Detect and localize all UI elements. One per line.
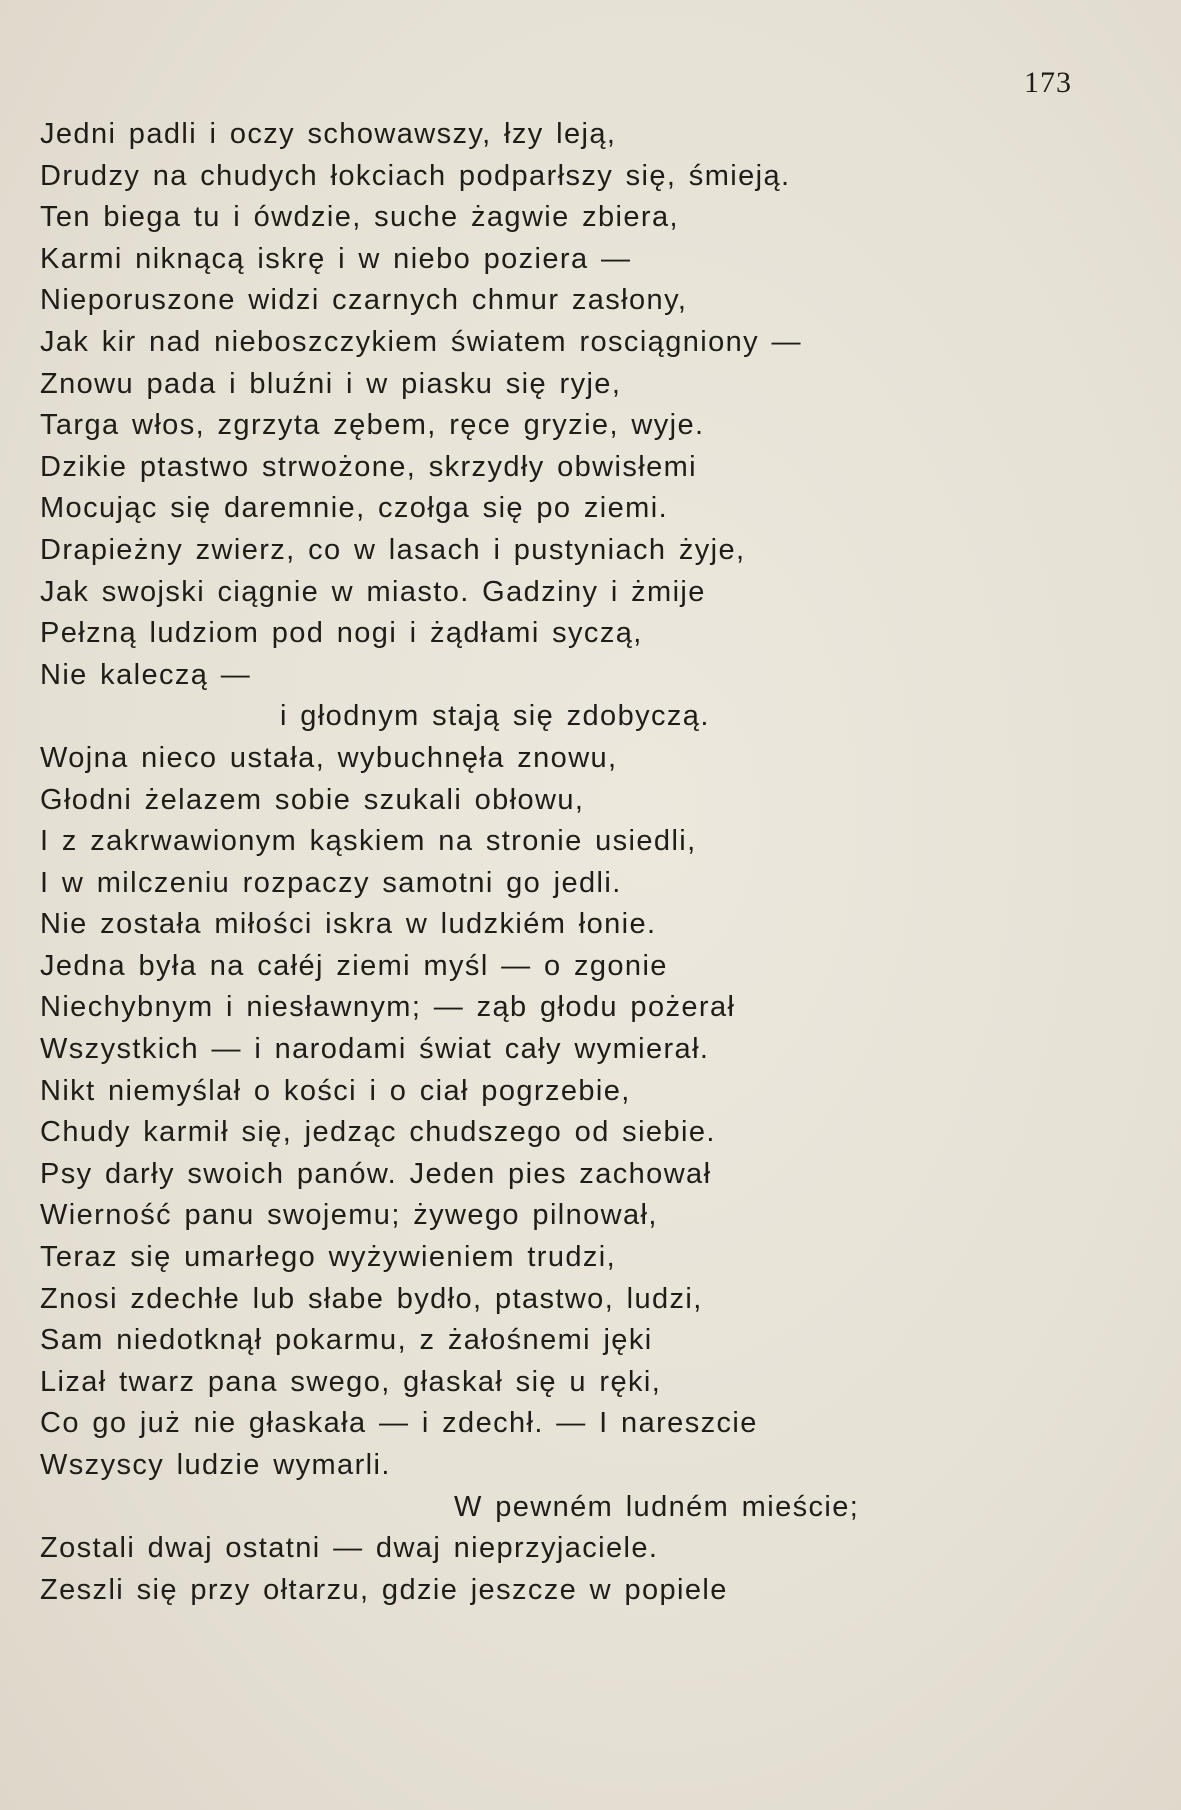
poem-line: Sam niedotknął pokarmu, z żałośnemi jęki	[40, 1324, 653, 1357]
poem-line: Teraz się umarłego wyżywieniem trudzi,	[40, 1241, 617, 1274]
poem-line: Chudy karmił się, jedząc chudszego od siebie.	[40, 1116, 716, 1149]
poem-line: I w milczeniu rozpaczy samotni go jedli.	[40, 866, 622, 899]
poem-line: Mocując się daremnie, czołga się po ziemi.	[40, 492, 669, 525]
poem-line: Jedna była na całéj ziemi myśl — o zgonie	[40, 949, 668, 982]
poem-line: Nieporuszone widzi czarnych chmur zasłony,	[40, 284, 688, 317]
poem-line: Nie została miłości iskra w ludzkiém łonie.	[40, 908, 657, 941]
poem-line: Lizał twarz pana swego, głaskał się u ręki,	[40, 1365, 662, 1398]
poem-line: Wierność panu swojemu; żywego pilnował,	[40, 1199, 658, 1232]
poem-line: Pełzną ludziom pod nogi i żądłami syczą,	[40, 617, 643, 650]
poem-line: Co go już nie głaskała — i zdechł. — I nareszcie	[40, 1407, 758, 1440]
poem-line: Znowu pada i bluźni i w piasku się ryje,	[40, 367, 622, 400]
poem-line: Psy darły swoich panów. Jeden pies zachował	[40, 1157, 712, 1190]
poem-line: Wszystkich — i narodami świat cały wymierał.	[40, 1033, 710, 1066]
poem-line: Wszyscy ludzie wymarli.	[40, 1449, 391, 1481]
poem-line: Jedni padli i oczy schowawszy, łzy leją,	[40, 118, 617, 150]
poem-line: Nikt niemyślał o kości i o ciał pogrzebie,	[40, 1074, 631, 1107]
poem-line: Nie kaleczą —	[40, 658, 252, 691]
poem-line: Ten biega tu i ówdzie, suche żagwie zbiera,	[40, 201, 679, 234]
poem-line: Zostali dwaj ostatni — dwaj nieprzyjaciele.	[40, 1532, 659, 1565]
poem-line: Karmi niknącą iskrę i w niebo poziera —	[40, 242, 632, 275]
poem-line: i głodnym stają się zdobyczą.	[280, 700, 710, 733]
poem-line: Niechybnym i niesławnym; — ząb głodu pożerał	[40, 991, 736, 1024]
poem-line: W pewném ludném mieście;	[454, 1490, 860, 1523]
poem-line: Jak kir nad nieboszczykiem światem rosciągniony —	[40, 325, 802, 358]
poem-line: Wojna nieco ustała, wybuchnęła znowu,	[40, 741, 618, 774]
poem-line: Dzikie ptastwo strwożone, skrzydły obwisłemi	[40, 450, 697, 483]
poem-line: Jak swojski ciągnie w miasto. Gadziny i żmije	[40, 575, 706, 608]
poem-text	[40, 114, 1120, 1611]
poem-line: Zeszli się przy ołtarzu, gdzie jeszcze w popiele	[40, 1573, 728, 1606]
poem-line: Targa włos, zgrzyta zębem, ręce gryzie, wyje.	[40, 409, 705, 442]
poem-line: Drapieżny zwierz, co w lasach i pustyniach żyje,	[40, 533, 746, 566]
poem-line: I z zakrwawionym kąskiem na stronie usiedli,	[40, 825, 697, 858]
page-number: 173	[1024, 66, 1072, 99]
poem-line: Znosi zdechłe lub słabe bydło, ptastwo, ludzi,	[40, 1282, 703, 1315]
poem-line: Drudzy na chudych łokciach podparłszy się, śmieją.	[40, 159, 791, 192]
poem-line: Głodni żelazem sobie szukali obłowu,	[40, 783, 585, 816]
